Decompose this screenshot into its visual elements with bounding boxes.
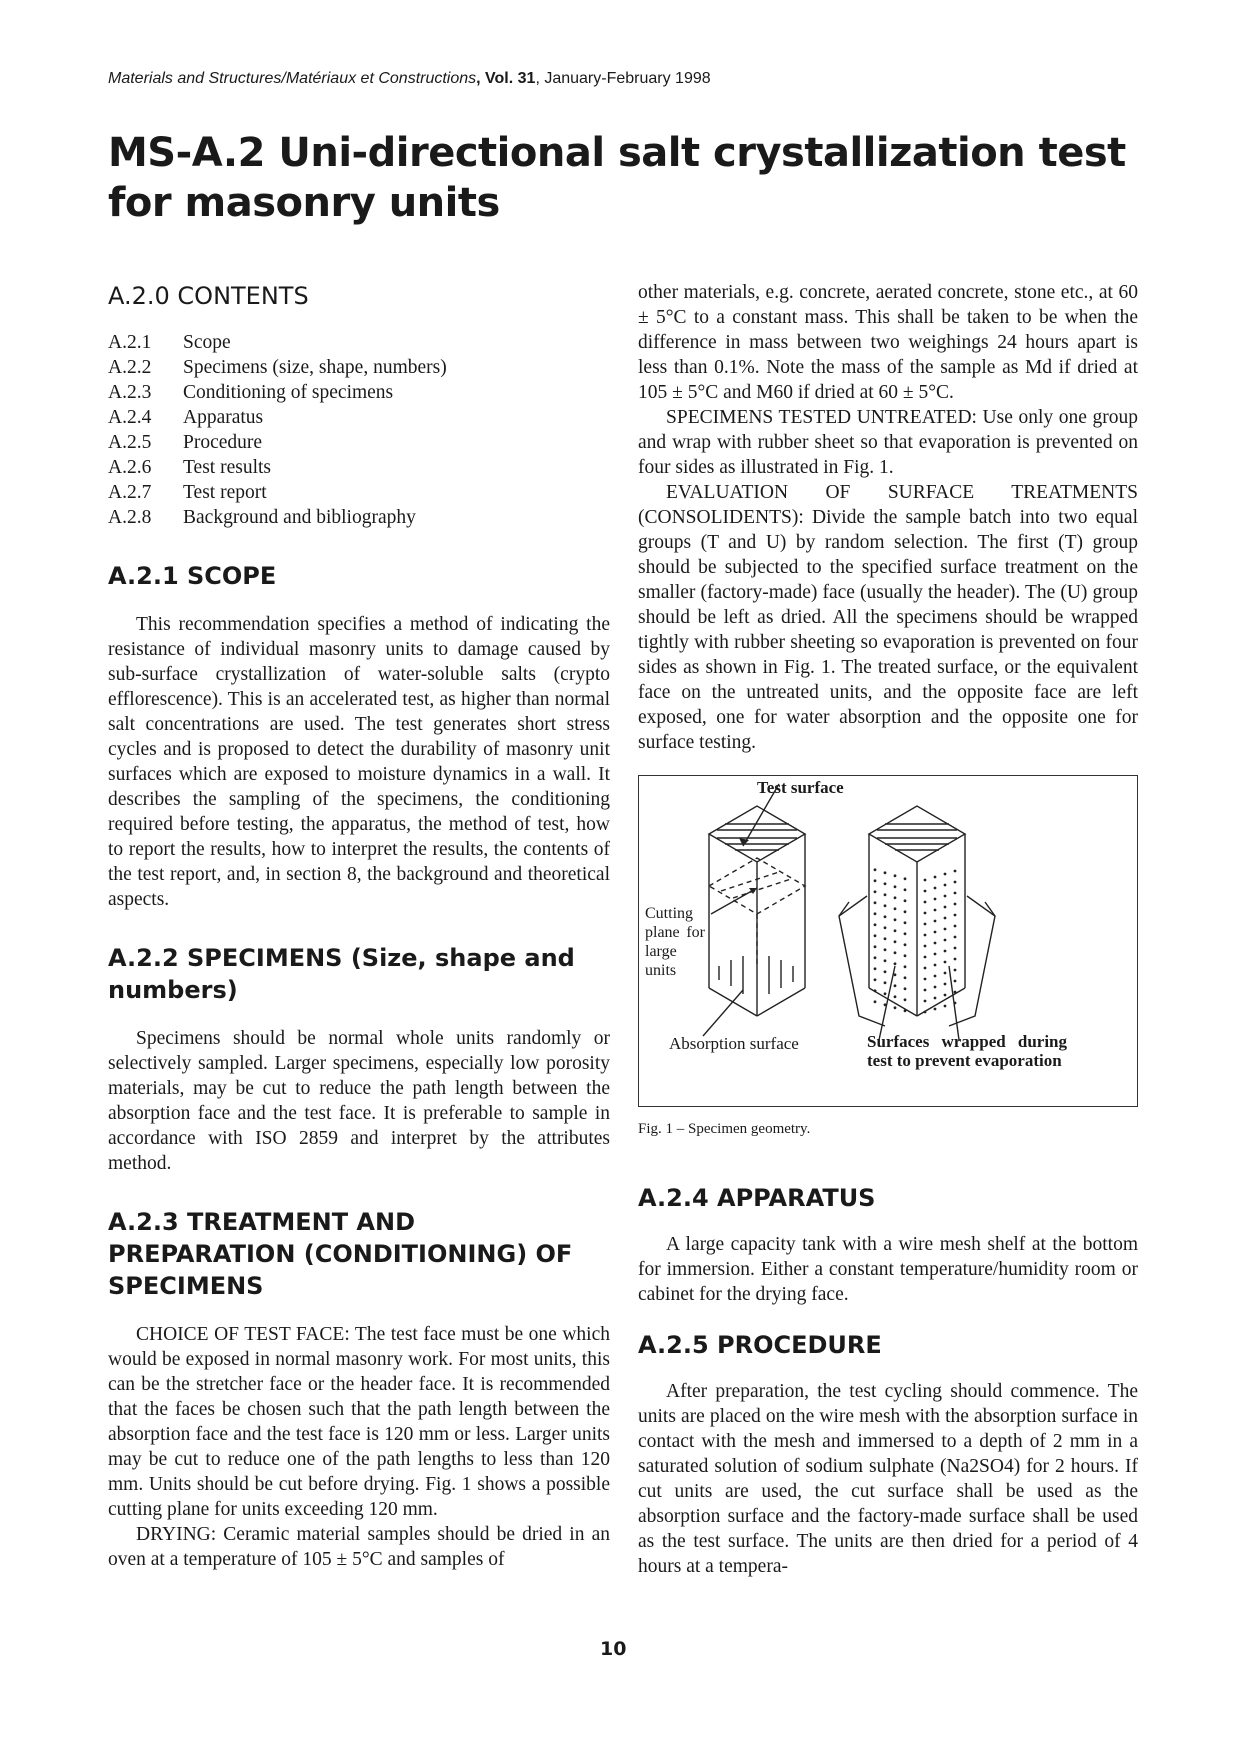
running-head	[108, 70, 711, 88]
treatment-heading: A.2.3 TREATMENT AND PREPARATION (CONDITIONING) OF SPECIMENS	[108, 1208, 573, 1300]
right-column	[638, 280, 1138, 1579]
choice-of-test-face-text: CHOICE OF TEST FACE: The test face must be one which would be exposed in normal masonry work. For most units, this can be the stretcher face or the header face. It is recommended that the faces be chosen such that the path length between the absorption face and the test face is 120 mm or less. Larger units may be cut to reduce one of the path lengths to less than 120 mm. Units should be cut before drying. Fig. 1 shows a possible cutting plane for units exceeding 120 mm.	[108, 1324, 610, 1520]
page-number: 10	[600, 1638, 627, 1660]
contents-item	[108, 455, 610, 480]
specimens-heading: A.2.2 SPECIMENS (Size, shape and numbers)	[108, 944, 575, 1004]
cutting-plane-label: Cutting plane for large units	[645, 905, 705, 979]
contents-heading: A.2.0 CONTENTS	[108, 282, 309, 310]
untreated-text: SPECIMENS TESTED UNTREATED: Use only one group and wrap with rubber sheet so that evaporation is prevented on four sides as illustrated in Fig. 1.	[638, 407, 1138, 478]
contents-item	[108, 405, 610, 430]
evaluation-text: EVALUATION OF SURFACE TREATMENTS (CONSOLIDENTS): Divide the sample batch into two equal groups (T and U) by random selection. The first (T) group should be subjected to the specified surface treatment on the smaller (factory-made) face (usually the header). The (U) group should be left as dried. All the specimens should be wrapped tightly with rubber sheeting so evaporation is prevented on four sides as shown in Fig. 1. The treated surface, or the equivalent face on the untreated units, and the opposite face are left exposed, one for water absorption and the opposite one for surface testing.	[638, 482, 1138, 753]
drying-text: DRYING: Ceramic material samples should be dried in an oven at a temperature of 105 ± 5°C and samples of	[108, 1524, 610, 1570]
article-title: MS-A.2 Uni-directional salt crystallization test for masonry units	[108, 130, 1126, 226]
journal-name: Materials and Structures/Matériaux et Constructions	[108, 70, 477, 87]
figure-1	[638, 775, 1138, 1107]
contents-item	[108, 430, 610, 455]
apparatus-heading: A.2.4 APPARATUS	[638, 1184, 876, 1212]
contents-item-number: A.2.3	[108, 382, 152, 403]
left-column	[108, 280, 610, 1572]
contents-item	[108, 480, 610, 505]
contents-item-number: A.2.5	[108, 432, 152, 453]
contents-item	[108, 505, 610, 530]
procedure-text: After preparation, the test cycling should commence. The units are placed on the wire mesh with the absorption surface in contact with the mesh and immersed to a depth of 2 mm in a saturated solution of sodium sulphate (Na2SO4) for 2 hours. If cut units are used, the cut surface shall be used as the absorption surface and the factory-made surface shall be used as the test surface. The units are then dried for a period of 4 hours at a tempera-	[638, 1381, 1138, 1577]
contents-item-label: Conditioning of specimens	[183, 382, 394, 403]
issue-date: , January-February 1998	[535, 70, 711, 87]
contents-item-number: A.2.7	[108, 482, 152, 503]
contents-item-number: A.2.1	[108, 332, 152, 353]
procedure-heading: A.2.5 PROCEDURE	[638, 1331, 882, 1359]
contents-item	[108, 380, 610, 405]
contents-item-number: A.2.4	[108, 407, 152, 428]
contents-item-number: A.2.8	[108, 507, 152, 528]
scope-text: This recommendation specifies a method of indicating the resistance of individual masonry units to damage caused by sub-surface crystallization of water-soluble salts (crypto efflorescence). This is an accelerated test, as higher than normal salt concentrations are used. The test generates short stress cycles and is proposed to detect the durability of masonry unit surfaces which are exposed to moisture dynamics in a wall. It describes the sampling of the specimens, the conditioning required before testing, the apparatus, the method of test, how to report the results, how to interpret the results, the contents of the test report, and, in section 8, the background and theoretical aspects.	[108, 614, 610, 910]
absorption-surface-label: Absorption surface	[669, 1034, 799, 1053]
contents-item	[108, 330, 610, 355]
scope-heading: A.2.1 SCOPE	[108, 562, 277, 590]
drying-continued-text: other materials, e.g. concrete, aerated concrete, stone etc., at 60 ± 5°C to a constant mass. This shall be taken to be when the difference in mass between two weighings 24 hours apart is less than 0.1%. Note the mass of the sample as Md if dried at 105 ± 5°C and M60 if dried at 60 ± 5°C.	[638, 282, 1138, 403]
apparatus-text: A large capacity tank with a wire mesh shelf at the bottom for immersion. Either a constant temperature/humidity room or cabinet for the drying face.	[638, 1234, 1138, 1305]
contents-item-label: Test results	[183, 457, 271, 478]
contents-item-label: Apparatus	[183, 407, 264, 428]
contents-item-label: Background and bibliography	[183, 507, 416, 528]
test-surface-label: Test surface	[757, 778, 844, 797]
specimens-text: Specimens should be normal whole units randomly or selectively sampled. Larger specimens, especially low porosity materials, may be cut to reduce the path length between the absorption face and the test face. It is preferable to sample in accordance with ISO 2859 and interpret by the attributes method.	[108, 1028, 610, 1174]
contents-item-number: A.2.6	[108, 457, 152, 478]
contents-item-label: Procedure	[183, 432, 263, 453]
figure-caption: Fig. 1 – Specimen geometry.	[638, 1121, 811, 1137]
contents-item-label: Specimens (size, shape, numbers)	[183, 357, 447, 378]
contents-item-label: Scope	[183, 332, 231, 353]
contents-list	[108, 330, 610, 530]
contents-item	[108, 355, 610, 380]
contents-item-label: Test report	[183, 482, 267, 503]
contents-item-number: A.2.2	[108, 357, 152, 378]
volume: , Vol. 31	[476, 70, 536, 87]
wrapped-surfaces-label: Surfaces wrapped during test to prevent evaporation	[867, 1032, 1067, 1070]
